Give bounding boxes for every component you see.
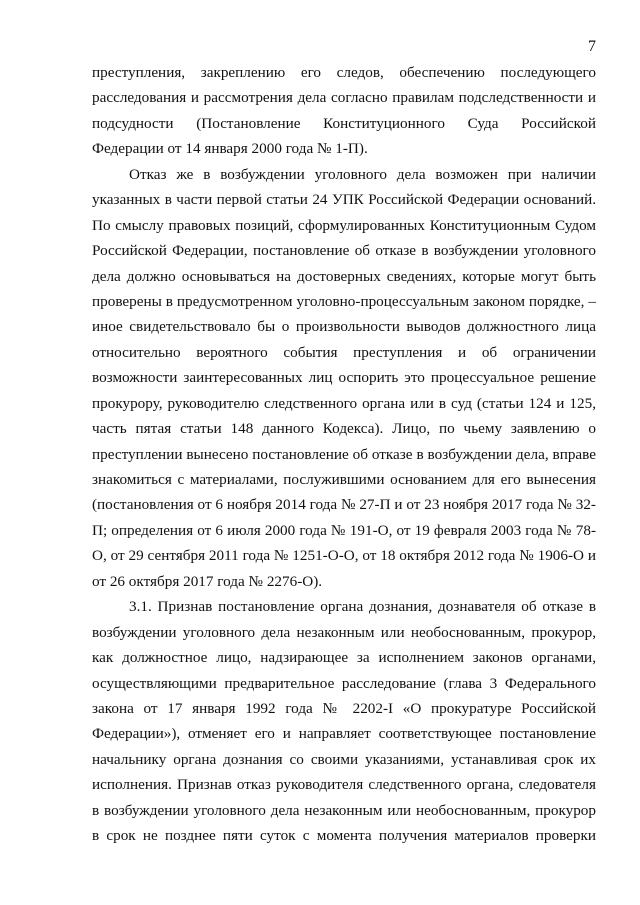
text-line: преступлении вынесено постановление об отказе в возбуждении дела, вправе xyxy=(92,445,596,463)
text-line: как должностное лицо, надзирающее за исполнением законов органами, xyxy=(92,649,596,667)
text-line: Федерации от 14 января 2000 года № 1-П). xyxy=(92,140,368,158)
paragraph xyxy=(92,162,596,594)
text-line: Отказ же в возбуждении уголовного дела возможен при наличии xyxy=(129,165,596,183)
text-line: преступления, закреплению его следов, обеспечению последующего xyxy=(92,64,596,81)
text-line: подсудности (Постановление Конституционного Суда Российской xyxy=(92,114,596,132)
text-line: осуществляющими предварительное расследование (глава 3 Федерального xyxy=(92,674,596,692)
text-line: от 26 октября 2017 года № 2276-О). xyxy=(92,572,323,590)
text-line: возможности заинтересованных лиц оспорить это процессуальное решение xyxy=(92,369,596,387)
paragraph xyxy=(92,60,596,162)
text-line: знакомиться с материалами, послужившими основанием для его вынесения xyxy=(92,471,596,488)
text-line: 3.1. Признав постановление органа дознания, дознавателя об отказе в xyxy=(129,598,596,616)
text-line: дела должно основываться на достоверных сведениях, которые могут быть xyxy=(92,267,596,285)
text-line: исполнения. Признав отказ руководителя следственного органа, следователя xyxy=(92,776,596,794)
text-line: закона от 17 января 1992 года № 2202-I «О прокуратуре Российской xyxy=(92,699,596,717)
text-line: указанных в части первой статьи 24 УПК Российской Федерации оснований. xyxy=(92,191,596,209)
text-line: (постановления от 6 ноября 2014 года № 27-П и от 23 ноября 2017 года № 32- xyxy=(92,496,596,514)
text-line: относительно вероятного события преступления и об ограничении xyxy=(92,343,596,361)
page-number: 7 xyxy=(588,38,596,55)
text-line: П; определения от 6 июля 2000 года № 191-О, от 19 февраля 2003 года № 78- xyxy=(92,521,596,539)
text-line: в возбуждении уголовного дела незаконным или необоснованным, прокурор xyxy=(92,801,596,819)
text-line: Российской Федерации, постановление об отказе в возбуждении уголовного xyxy=(92,242,596,260)
text-line: иное свидетельствовало бы о произвольности выводов должностного лица xyxy=(92,318,596,336)
text-line: часть пятая статьи 148 данного Кодекса). Лицо, по чьему заявлению о xyxy=(92,420,596,438)
text-line: расследования и рассмотрения дела согласно правилам подследственности и xyxy=(92,89,596,107)
text-line: Федерации»), отменяет его и направляет соответствующее постановление xyxy=(92,725,596,743)
document-body xyxy=(92,60,596,849)
text-line: По смыслу правовых позиций, сформулированных Конституционным Судом xyxy=(92,216,596,234)
text-line: возбуждении уголовного дела незаконным или необоснованным, прокурор, xyxy=(92,623,596,641)
text-line: прокурору, руководителю следственного органа или в суд (статьи 124 и 125, xyxy=(92,394,596,412)
paragraph xyxy=(92,594,596,848)
text-line: в срок не позднее пяти суток с момента получения материалов проверки xyxy=(92,827,596,845)
text-line: проверены в предусмотренном уголовно-процессуальным законом порядке, – xyxy=(92,292,596,310)
text-line: начальнику органа дознания со своими указаниями, устанавливая срок их xyxy=(92,750,596,768)
text-line: О, от 29 сентября 2011 года № 1251-О-О, от 18 октября 2012 года № 1906-О и xyxy=(92,547,596,565)
